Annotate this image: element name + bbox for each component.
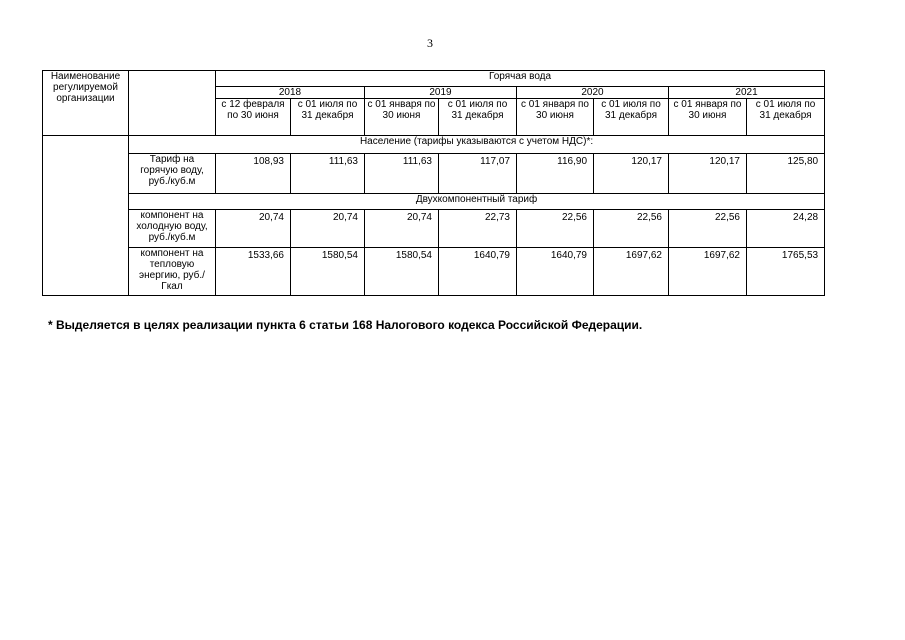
section-two-component: Двухкомпонентный тариф <box>129 194 825 210</box>
tariff-value: 1697,62 <box>669 248 747 296</box>
tariff-value: 1580,54 <box>365 248 439 296</box>
tariff-value: 111,63 <box>291 154 365 194</box>
period-header: с 01 января по 30 июня <box>365 99 439 136</box>
tariff-value: 1580,54 <box>291 248 365 296</box>
period-header: с 01 июля по 31 декабря <box>439 99 517 136</box>
tariff-value: 1765,53 <box>747 248 825 296</box>
tariff-value: 111,63 <box>365 154 439 194</box>
row-label: Тариф на горячую воду, руб./куб.м <box>129 154 216 194</box>
tariff-value: 22,56 <box>594 210 669 248</box>
tariff-value: 24,28 <box>747 210 825 248</box>
tariff-value: 22,56 <box>517 210 594 248</box>
tariff-value: 20,74 <box>291 210 365 248</box>
row-label: компонент на холодную воду, руб./куб.м <box>129 210 216 248</box>
blank-header-cell <box>129 71 216 136</box>
tariff-table <box>42 70 825 296</box>
tariff-value: 120,17 <box>669 154 747 194</box>
year-header: 2020 <box>517 87 669 99</box>
tariff-value: 1640,79 <box>517 248 594 296</box>
tariff-value: 1533,66 <box>216 248 291 296</box>
tariff-value: 20,74 <box>216 210 291 248</box>
period-header: с 01 июля по 31 декабря <box>594 99 669 136</box>
org-name-header: Наименование регулируемой организации <box>43 71 129 136</box>
resource-header: Горячая вода <box>216 71 825 87</box>
tariff-value: 1640,79 <box>439 248 517 296</box>
tariff-value: 20,74 <box>365 210 439 248</box>
tariff-value: 117,07 <box>439 154 517 194</box>
period-header: с 01 июля по 31 декабря <box>747 99 825 136</box>
section-population: Население (тарифы указываются с учетом НДС)*: <box>129 136 825 154</box>
period-header: с 01 января по 30 июня <box>669 99 747 136</box>
tariff-value: 116,90 <box>517 154 594 194</box>
tariff-value: 22,56 <box>669 210 747 248</box>
tariff-value: 22,73 <box>439 210 517 248</box>
year-header: 2018 <box>216 87 365 99</box>
tariff-value: 108,93 <box>216 154 291 194</box>
tariff-value: 120,17 <box>594 154 669 194</box>
period-header: с 01 июля по 31 декабря <box>291 99 365 136</box>
tariff-value: 125,80 <box>747 154 825 194</box>
year-header: 2021 <box>669 87 825 99</box>
year-header: 2019 <box>365 87 517 99</box>
period-header: с 01 января по 30 июня <box>517 99 594 136</box>
tariff-value: 1697,62 <box>594 248 669 296</box>
org-name-cell <box>43 136 129 296</box>
period-header: с 12 февраля по 30 июня <box>216 99 291 136</box>
page-number: 3 <box>427 36 433 50</box>
footnote: * Выделяется в целях реализации пункта 6 статьи 168 Налогового кодекса Российской Федерации. <box>48 318 643 332</box>
row-label: компонент на тепловую энергию, руб./Гкал <box>129 248 216 296</box>
